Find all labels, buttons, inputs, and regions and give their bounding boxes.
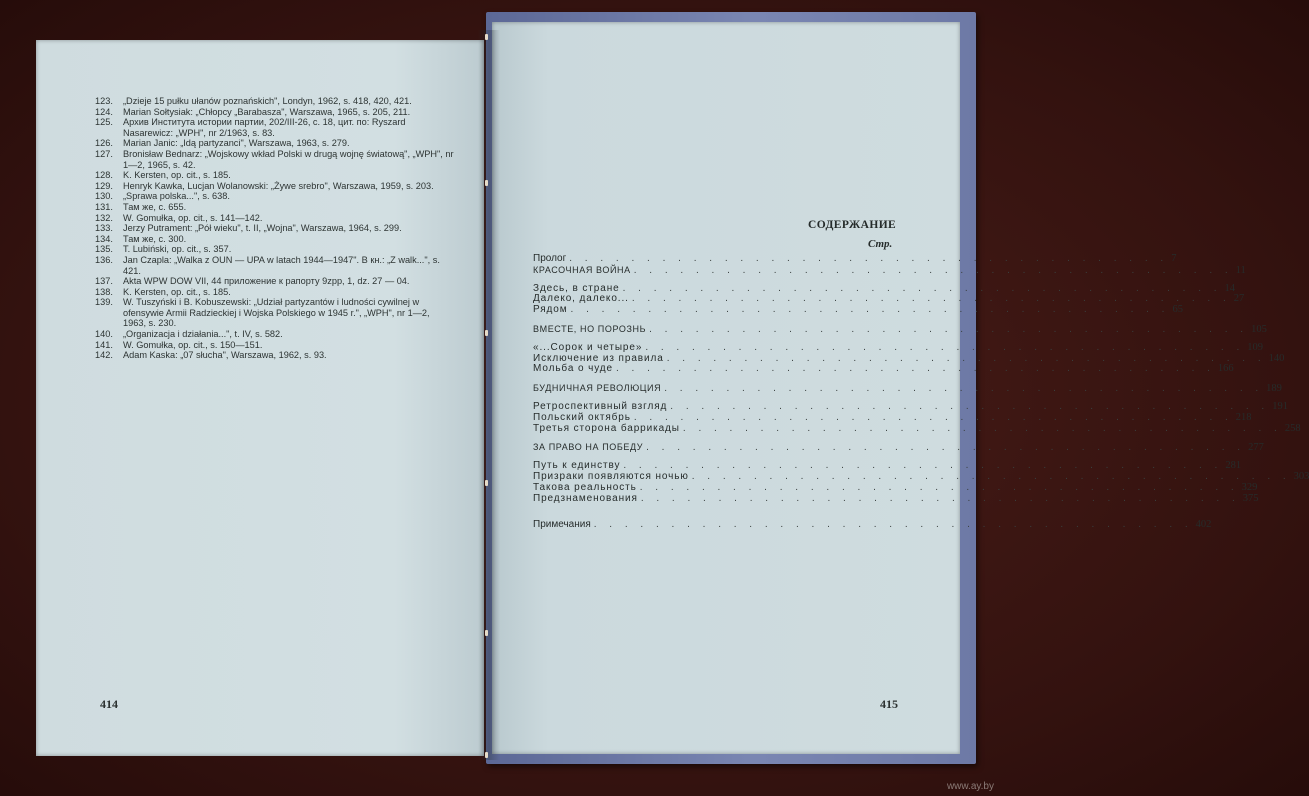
toc-leader-dots: . . . . . . . . . . . . . . . . . . . . . . . . . . . . . . . . . . . . . . . [670, 400, 1270, 412]
note-number: 130. [95, 191, 113, 202]
note-number: 142. [95, 350, 113, 361]
toc-entry [533, 422, 1301, 435]
binding-stitch [485, 180, 488, 186]
toc-entry-page: 27 [1233, 293, 1245, 305]
note-item [95, 170, 455, 181]
note-item [95, 350, 455, 361]
toc-entry-label: КРАСОЧНАЯ ВОЙНА [533, 264, 631, 275]
note-item [95, 96, 455, 107]
toc-entry [533, 519, 1212, 531]
note-item [95, 191, 455, 202]
toc-entry-page: 402 [1195, 519, 1212, 531]
toc-leader-dots: . . . . . . . . . . . . . . . . . . . . . . . . . . . . . . . . . . . . . . . [691, 470, 1291, 482]
toc-entry-label: Польский октябрь [533, 411, 631, 423]
toc-entry-page: 11 [1235, 264, 1246, 276]
note-number: 139. [95, 297, 113, 308]
note-text: Henryk Kawka, Lucjan Wolanowski: „Żywe srebro", Warszawa, 1959, s. 203. [123, 180, 434, 191]
toc-entry [533, 253, 1177, 265]
note-text: Adam Kaska: „07 słucha", Warszawa, 1962, s. 93. [123, 350, 327, 361]
binding-stitch [485, 752, 488, 758]
binding-stitch [485, 630, 488, 636]
watermark: www.ay.by [946, 781, 994, 792]
note-item [95, 117, 455, 138]
toc-spacer [533, 504, 895, 512]
toc-leader-dots: . . . . . . . . . . . . . . . . . . . . . . . . . . . . . . . . . . . . . . . [640, 492, 1240, 504]
toc-leader-dots: . . . . . . . . . . . . . . . . . . . . . . . . . . . . . . . . . . . . . . . [664, 383, 1264, 395]
note-item [95, 107, 455, 118]
note-text: Akta WPW DOW VII, 44 приложение к рапорту 9zpp, 1, dz. 27 — 04. [123, 276, 410, 287]
toc-entry-label: Пролог [533, 253, 567, 264]
table-of-contents [533, 253, 1309, 531]
note-text: Там же, с. 300. [123, 233, 187, 244]
toc-part-entry [533, 442, 1264, 454]
toc-entry-page: 258 [1284, 422, 1301, 434]
toc-entry-label: Третья сторона баррикады [533, 422, 680, 434]
toc-entry-label: Здесь, в стране [533, 282, 620, 294]
toc-entry-label: Такова реальность [533, 481, 637, 493]
note-text: Marian Sołtysiak: „Chłopcy „Barabasza", Warszawa, 1965, s. 205, 211. [123, 106, 411, 117]
note-item [95, 340, 455, 351]
note-number: 125. [95, 117, 113, 128]
note-number: 128. [95, 170, 113, 181]
note-text: W. Tuszyński i B. Kobuszewski: „Udział partyzantów i ludności cywilnej w ofensywie Armii Radzieckiej i Wojska Polskiego w 1945 r.", „WPH", nr 1—2, 1963, s. 230. [123, 297, 430, 329]
toc-entry-label: Исключение из правила [533, 352, 664, 364]
toc-entry-page: 140 [1268, 352, 1285, 364]
note-text: „Dzieje 15 pułku ułanów poznańskich", Londyn, 1962, s. 418, 420, 421. [123, 96, 412, 106]
toc-entry-page: 281 [1225, 460, 1242, 472]
toc-spacer [533, 434, 895, 442]
note-number: 132. [95, 212, 113, 223]
toc-entry [533, 492, 1259, 505]
note-item [95, 297, 455, 329]
right-page-number: 415 [880, 697, 898, 711]
toc-entry-page: 189 [1266, 383, 1282, 395]
toc-entry-page: 375 [1242, 492, 1259, 504]
note-number: 135. [95, 244, 113, 255]
note-number: 124. [95, 106, 113, 117]
toc-leader-dots: . . . . . . . . . . . . . . . . . . . . . . . . . . . . . . . . . . . . . . . [649, 323, 1249, 335]
toc-entry-page: 65 [1172, 304, 1183, 316]
note-text: Архив Института истории партии, 202/III-26, с. 18, цит. по: Ryszard Nasarewicz: „WPH", nr 2/1963, s. 83. [123, 117, 406, 138]
note-number: 140. [95, 329, 113, 340]
toc-entry [533, 341, 1263, 354]
toc-entry [533, 481, 1258, 494]
toc-leader-dots: . . . . . . . . . . . . . . . . . . . . . . . . . . . . . . . . . . . . . . . [631, 293, 1231, 305]
toc-leader-dots: . . . . . . . . . . . . . . . . . . . . . . . . . . . . . . . . . . . . . . . [622, 282, 1222, 294]
note-number: 127. [95, 148, 113, 159]
binding-stitch [485, 330, 488, 336]
note-item [95, 202, 455, 213]
note-number: 123. [95, 96, 113, 106]
note-text: Jerzy Putrament: „Pół wieku", t. II, „Wojna", Warszawa, 1964, s. 299. [123, 223, 402, 234]
toc-leader-dots: . . . . . . . . . . . . . . . . . . . . . . . . . . . . . . . . . . . . . . . [639, 481, 1239, 493]
toc-spacer [533, 316, 895, 324]
note-item [95, 255, 455, 276]
note-text: K. Kersten, op. cit., s. 185. [123, 286, 231, 297]
toc-entry-label: Призраки появляются ночью [533, 470, 689, 482]
note-text: „Sprawa polska...", s. 638. [123, 191, 230, 202]
toc-leader-dots: . . . . . . . . . . . . . . . . . . . . . . . . . . . . . . . . . . . . . . . [646, 442, 1246, 454]
toc-leader-dots: . . . . . . . . . . . . . . . . . . . . . . . . . . . . . . . . . . . . . . . [666, 352, 1266, 364]
toc-leader-dots: . . . . . . . . . . . . . . . . . . . . . . . . . . . . . . . . . . . . . . . [682, 422, 1282, 434]
toc-entry [533, 363, 1234, 375]
note-text: Bronisław Bednarz: „Wojskowy wkład Polski w drugą wojnę światową", „WPH", nr 1—2, 1965, s. 42. [123, 148, 454, 170]
toc-entry-label: ЗА ПРАВО НА ПОБЕДУ [533, 442, 644, 453]
toc-entry-page: 218 [1235, 411, 1252, 423]
note-number: 141. [95, 339, 113, 350]
toc-entry [533, 304, 1183, 316]
note-item [95, 287, 455, 298]
toc-entry-page: 166 [1217, 363, 1234, 375]
toc-entry-label: Путь к единству [533, 460, 621, 472]
note-text: W. Gomułka, op. cit., s. 141—142. [123, 212, 263, 223]
note-text: Там же, с. 655. [123, 201, 187, 212]
toc-entry-page: 7 [1171, 253, 1177, 264]
toc-entry-label: Рядом [533, 304, 568, 316]
toc-leader-dots: . . . . . . . . . . . . . . . . . . . . . . . . . . . . . . . . . . . . . . . [645, 341, 1245, 353]
left-page-number: 414 [100, 697, 118, 711]
toc-entry-label: БУДНИЧНАЯ РЕВОЛЮЦИЯ [533, 383, 662, 394]
toc-entry-page: 14 [1224, 282, 1236, 294]
toc-part-entry [533, 264, 1246, 276]
note-item [95, 244, 455, 255]
note-text: K. Kersten, op. cit., s. 185. [123, 170, 231, 181]
note-number: 138. [95, 286, 113, 297]
book-spine [478, 30, 500, 760]
note-number: 137. [95, 276, 113, 287]
toc-entry-page: 105 [1251, 323, 1267, 335]
note-item [95, 213, 455, 224]
note-number: 136. [95, 254, 113, 265]
note-text: Marian Janic: „Idą partyzanci", Warszawa, 1963, s. 279. [123, 138, 350, 149]
toc-entry-page: 329 [1241, 481, 1258, 493]
toc-entry-page: 277 [1248, 442, 1264, 454]
binding-stitch [485, 34, 488, 40]
endnotes-list [95, 96, 455, 361]
toc-part-entry [533, 383, 1282, 395]
toc-leader-dots: . . . . . . . . . . . . . . . . . . . . . . . . . . . . . . . . . . . . . . . [593, 519, 1193, 531]
toc-entry-page: 191 [1272, 400, 1288, 412]
note-item [95, 223, 455, 234]
note-item [95, 276, 455, 287]
note-item [95, 234, 455, 245]
toc-leader-dots: . . . . . . . . . . . . . . . . . . . . . . . . . . . . . . . . . . . . . . . [569, 253, 1169, 264]
note-item [95, 181, 455, 192]
note-number: 133. [95, 223, 113, 234]
note-number: 134. [95, 233, 113, 244]
toc-entry-label: Примечания [533, 519, 591, 531]
toc-title: СОДЕРЖАНИЕ [808, 219, 897, 231]
toc-part-entry [533, 323, 1267, 335]
note-number: 129. [95, 180, 113, 191]
toc-entry-page: 303 [1293, 470, 1309, 482]
toc-leader-dots: . . . . . . . . . . . . . . . . . . . . . . . . . . . . . . . . . . . . . . . [633, 264, 1233, 276]
toc-entry-page: 109 [1247, 341, 1263, 353]
note-text: „Organizacja i działania...", t. IV, s. 582. [123, 329, 283, 340]
toc-entry-label: Ретроспективный взгляд [533, 400, 668, 412]
toc-entry [533, 411, 1252, 424]
toc-page-column-label: Стр. [868, 238, 893, 250]
note-item [95, 138, 455, 149]
toc-spacer [533, 375, 895, 383]
toc-leader-dots: . . . . . . . . . . . . . . . . . . . . . . . . . . . . . . . . . . . . . . . [615, 363, 1215, 375]
toc-leader-dots: . . . . . . . . . . . . . . . . . . . . . . . . . . . . . . . . . . . . . . . [570, 304, 1170, 316]
toc-entry-label: Мольба о чуде [533, 363, 613, 375]
toc-entry-label: Предзнаменования [533, 492, 638, 504]
note-item [95, 149, 455, 170]
toc-leader-dots: . . . . . . . . . . . . . . . . . . . . . . . . . . . . . . . . . . . . . . . [623, 460, 1223, 472]
note-number: 131. [95, 201, 113, 212]
note-text: W. Gomułka, op. cit., s. 150—151. [123, 339, 263, 350]
note-number: 126. [95, 138, 113, 149]
toc-leader-dots: . . . . . . . . . . . . . . . . . . . . . . . . . . . . . . . . . . . . . . . [633, 411, 1233, 423]
note-text: T. Lubiński, op. cit., s. 357. [123, 244, 232, 255]
binding-stitch [485, 480, 488, 486]
toc-entry-label: Далеко, далеко... [533, 293, 629, 305]
note-item [95, 329, 455, 340]
note-text: Jan Czapla: „Walka z OUN — UPA w latach 1944—1947". В кн.: „Z walk...", s. 421. [123, 254, 440, 276]
toc-entry-label: ВМЕСТЕ, НО ПОРОЗНЬ [533, 323, 647, 334]
toc-entry-label: «...Сорок и четыре» [533, 341, 643, 353]
